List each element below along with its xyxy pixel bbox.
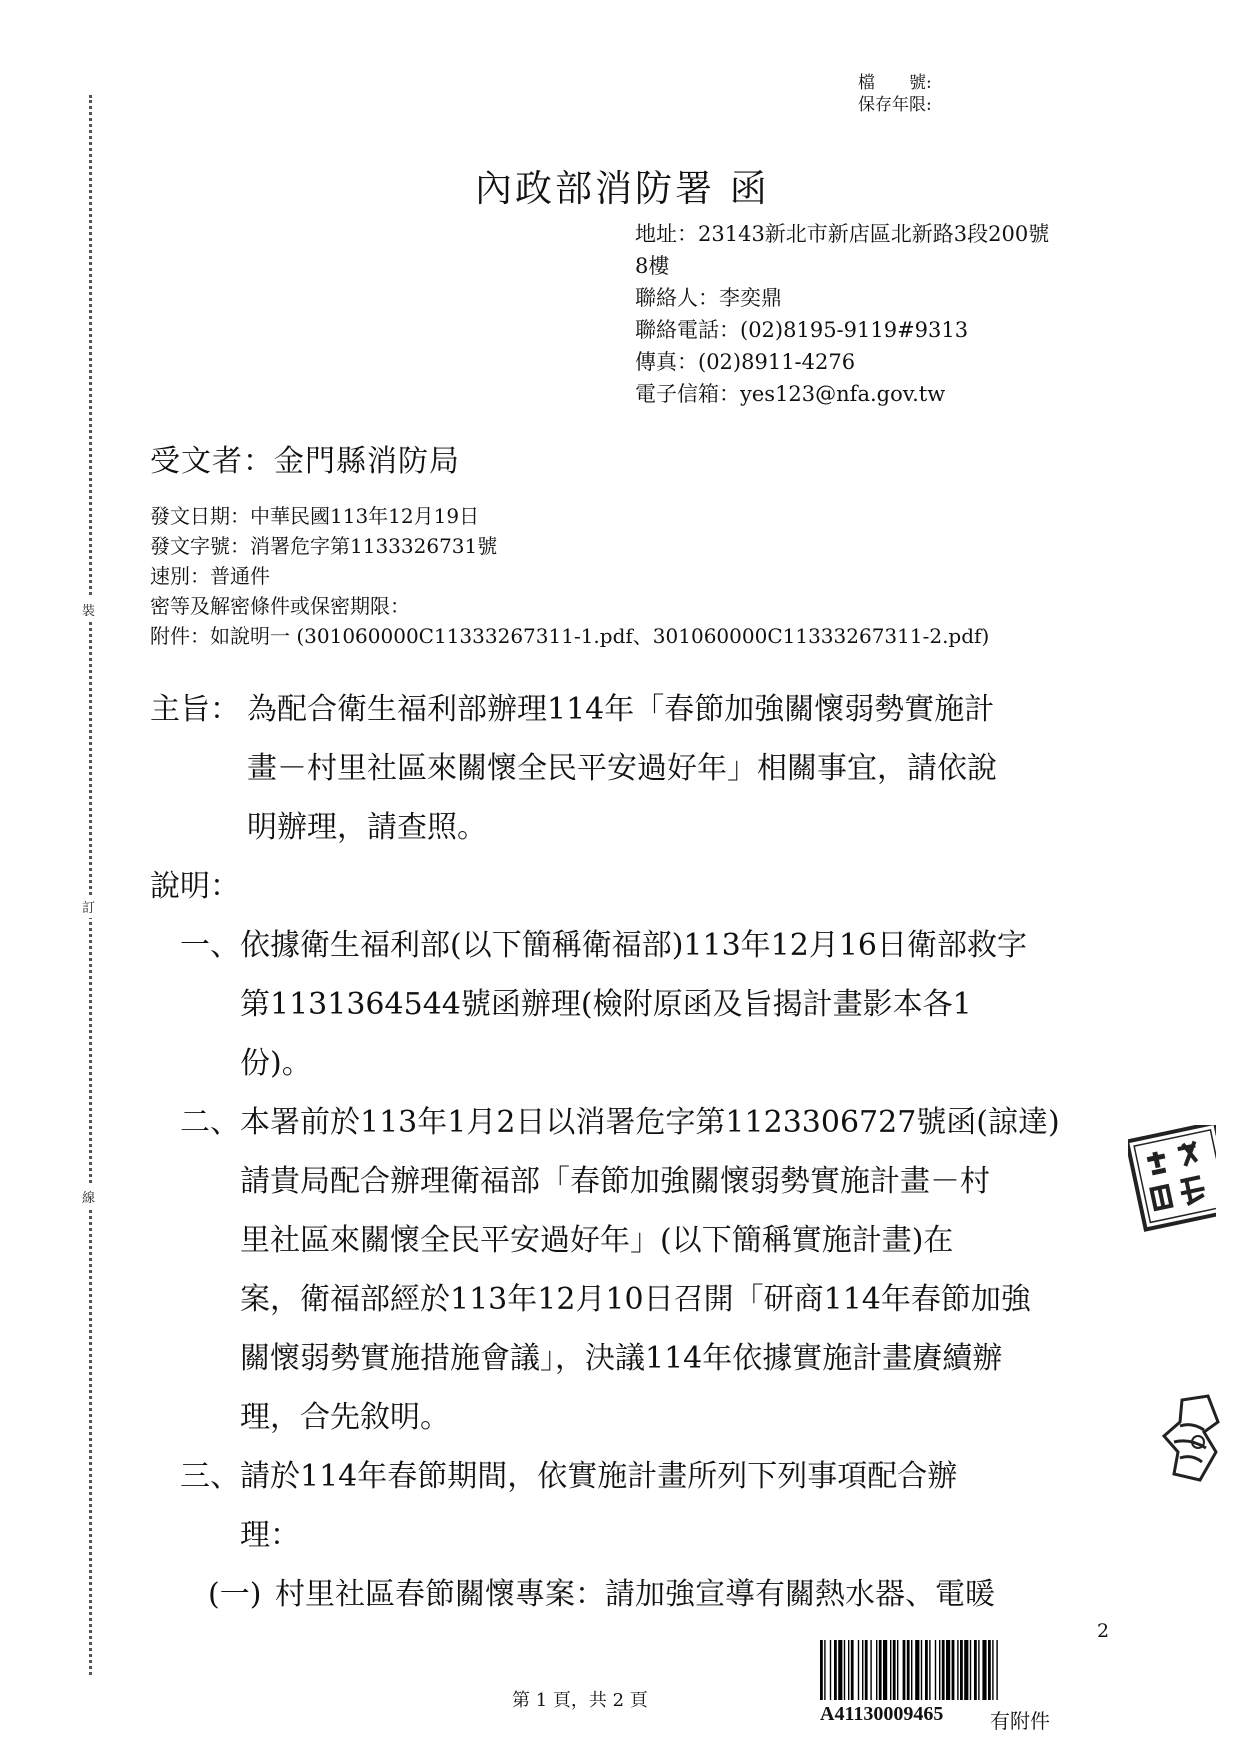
barcode-icon [820,1640,1100,1700]
subject-line-2: 畫－村里社區來關懷全民平安過好年」相關事宜，請依說 [247,751,997,786]
explanation-label: 說明： [150,869,240,904]
sender-info [635,218,1049,410]
sender-fax: 傳真：(02)8911-4276 [635,350,856,374]
binding-dotted-line [89,95,92,1675]
sender-address-line1: 地址：23143新北市新店區北新路3段200號 [635,222,1050,246]
sub-item-one-line-1: 村里社區春節關懷專案：請加強宣導有關熱水器、電暖 [275,1577,995,1612]
binding-mark-xian: 線 [82,1185,95,1208]
item-two-line-3: 里社區來關懷全民平安過好年」(以下簡稱實施計畫)在 [240,1223,954,1258]
item-one-number: 一、 [180,928,240,963]
item-two-number: 二、 [180,1105,240,1140]
item-two-line-5: 關懷弱勢實施措施會議」，決議114年依據實施計畫賡續辦 [240,1341,1003,1376]
secrecy-level: 密等及解密條件或保密期限： [150,594,410,618]
document-meta [150,501,989,651]
page-footer: 第 1 頁，共 2 頁 [512,1690,648,1711]
item-two-line-2: 請貴局配合辦理衛福部「春節加強關懷弱勢實施計畫－村 [240,1164,990,1199]
received-stamp-icon [1128,1125,1216,1235]
attachment-flag: 有附件 [990,1709,1050,1733]
retention-label: 保存年限: [858,95,932,115]
delivery-speed: 速別：普通件 [150,564,270,588]
item-three-line-1: 請於114年春節期間，依實施計畫所列下列事項配合辦 [240,1459,958,1494]
sub-item-one-number: (一) [208,1577,262,1612]
sender-email: 電子信箱：yes123@nfa.gov.tw [635,382,946,406]
subject-label: 主旨： [150,692,240,727]
item-two-line-6: 理，合先敘明。 [240,1400,450,1435]
item-two-line-1: 本署前於113年1月2日以消署危字第1123306727號函(諒達) [240,1105,1060,1140]
sender-contact: 聯絡人：李奕鼎 [635,286,782,310]
recipient: 受文者：金門縣消防局 [150,444,460,479]
file-meta [858,72,932,116]
subject-line-1: 為配合衛生福利部辦理114年「春節加強關懷弱勢實施計 [247,692,995,727]
item-one-line-1: 依據衛生福利部(以下簡稱衛福部)113年12月16日衛部救字 [240,928,1028,963]
page-number: 2 [1097,1620,1110,1642]
document-number: 發文字號：消署危字第1133326731號 [150,534,498,558]
issue-date: 發文日期：中華民國113年12月19日 [150,504,480,528]
barcode-number: A41130009465 [820,1703,944,1725]
item-three-number: 三、 [180,1459,240,1494]
seal-fragment-icon [1160,1392,1220,1487]
file-number-label: 檔 號: [858,73,932,93]
item-three-line-2: 理： [240,1518,300,1553]
sender-address-line2: 8樓 [635,254,670,278]
attachment-info: 附件：如說明一 (301060000C11333267311-1.pdf、301060000C11333267311-2.pdf) [150,624,990,648]
document-title: 內政部消防署 函 [475,167,770,210]
item-one-line-2: 第1131364544號函辦理(檢附原函及旨揭計畫影本各1 [240,987,972,1022]
item-two-line-4: 案，衛福部經於113年12月10日召開「研商114年春節加強 [240,1282,1031,1317]
subject-line-3: 明辦理，請查照。 [247,810,487,845]
binding-mark-ding: 訂 [82,895,95,918]
item-one-line-3: 份)。 [240,1046,312,1081]
sender-phone: 聯絡電話：(02)8195-9119#9313 [635,318,969,342]
binding-mark-zhuang: 裝 [82,598,95,621]
